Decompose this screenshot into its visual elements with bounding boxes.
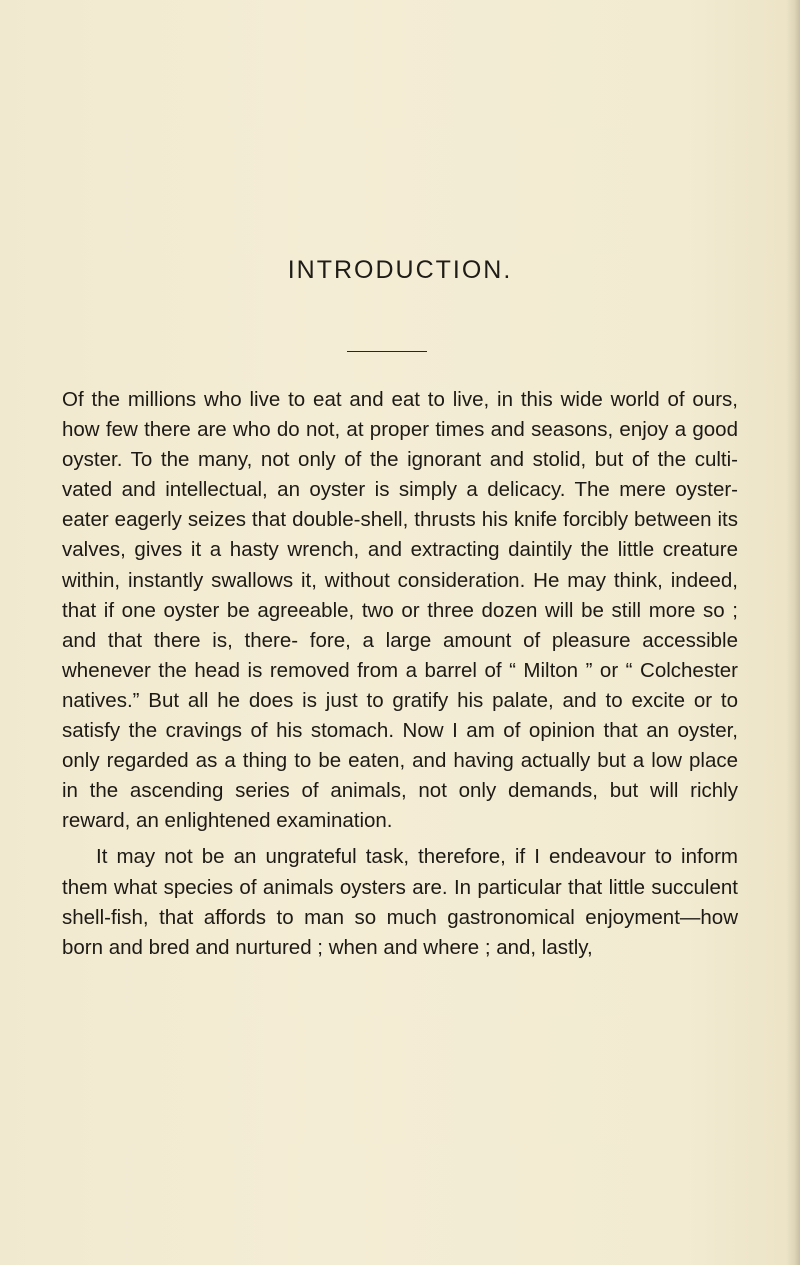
body-text [62, 385, 738, 963]
page-edge-shadow [786, 0, 800, 1265]
paragraph-1: Of the millions who live to eat and eat to live, in this wide world of ours, how few there are who do not, at proper times and seasons, enjoy a good oyster. To the many, not only of the ignorant and stolid, but of the culti- vated and intellectual, an oyster is simply a delicacy. The mere oyster-eater eagerly seizes that double-shell, thrusts his knife forcibly between its valves, gives it a hasty wrench, and extracting daintily the little creature within, instantly swallows it, without consideration. He may think, indeed, that if one oyster be agreeable, two or three dozen will be still more so ; and that there is, there- fore, a large amount of pleasure accessible whenever the head is removed from a barrel of “ Milton ” or “ Colchester natives.” But all he does is just to gratify his palate, and to excite or to satisfy the cravings of his stomach. Now I am of opinion that an oyster, only regarded as a thing to be eaten, and having actually but a low place in the ascending series of animals, not only demands, but will richly reward, an enlightened examination. [62, 388, 738, 833]
heading-rule [347, 351, 427, 352]
paragraph-2: It may not be an ungrateful task, therefore, if I endeavour to inform them what species of animals oysters are. In particular that little succulent shell-fish, that affords to man so much gastronomical enjoyment—how born and bred and nurtured ; when and where ; and, lastly, [62, 845, 738, 959]
chapter-heading: INTRODUCTION. [287, 256, 513, 284]
